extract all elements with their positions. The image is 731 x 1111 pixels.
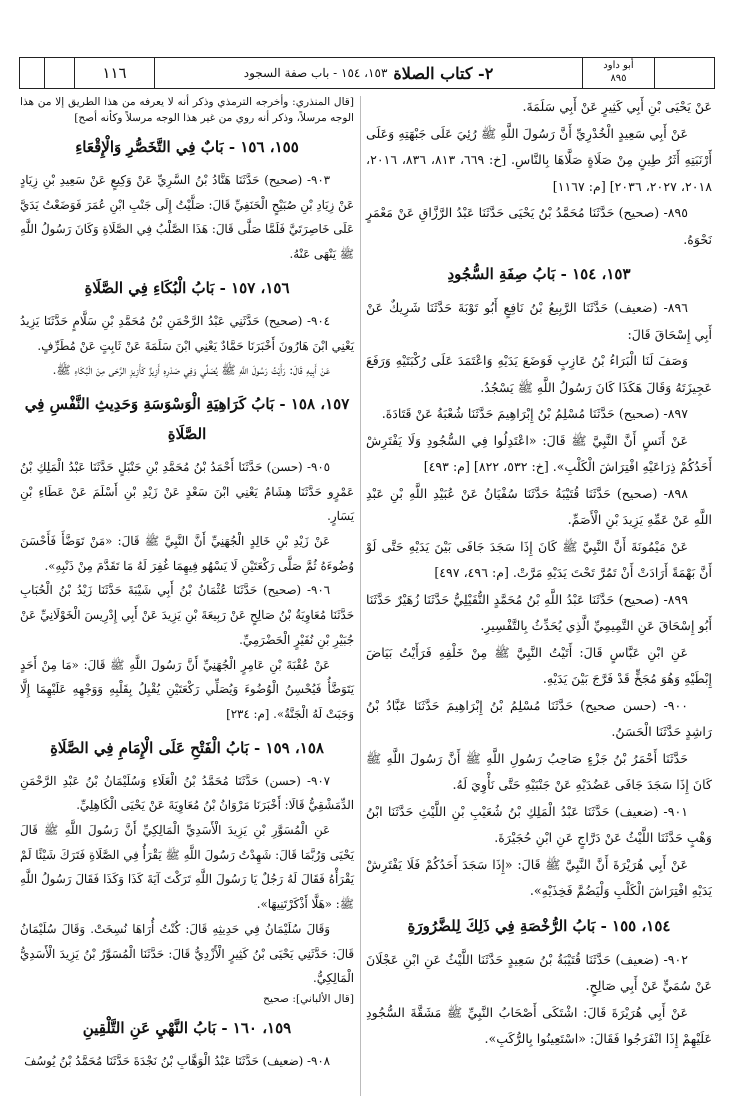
hadith-paragraph: وَصَفَ لَنَا الْبَرَاءُ بْنُ عَازِبٍ فَوَضَعَ يَدَيْهِ وَاعْتَمَدَ عَلَى رُكْبَتَيْهِ وَرَفَعَ عَجِيزَتَهُ وَقَالَ هَكَذَا كَانَ رَسُولُ اللَّهِ ﷺ يَسْجُدُ.: [366, 353, 712, 395]
hadith-paragraph: عَنِ ابْنِ عَبَّاسٍ قَالَ: أَتَيْتُ النَّبِيَّ ﷺ مِنْ خَلْفِهِ فَرَأَيْتُ بَيَاضَ إِبْطَيْهِ وَهُوَ مُجَخٍّ قَدْ فَرَّجَ بَيْنَ يَدَيْهِ.: [366, 644, 712, 686]
hadith-paragraph: عَنْ أَبِي سَعِيدٍ الْخُدْرِيِّ أَنَّ رَسُولَ اللَّهِ ﷺ رُئِيَ عَلَى جَبْهَتِهِ وَعَلَى أَرْنَبَتِهِ أَثَرُ طِينٍ مِنْ صَلَاةٍ صَلَّاهَا بِالنَّاسِ. [خ: ٦٦٩، ٨١٣، ٨٣٦، ٢٠١٦، ٢٠١٨، ٢٠٢٧، ٢٠٣٦] [م: ١١٦٧]: [366, 125, 712, 194]
hadith-paragraph: عَنْ أَبِي هُرَيْرَةَ أَنَّ النَّبِيَّ ﷺ قَالَ: «إِذَا سَجَدَ أَحَدُكُمْ فَلَا يَفْتَرِشْ يَدَيْهِ افْتِرَاشَ الْكَلْبِ وَلْيَضُمَّ فَخِذَيْهِ».: [366, 856, 712, 898]
hadith-paragraph: ٩٠٥- (حسن) حَدَّثَنَا أَحْمَدُ بْنُ مُحَمَّدِ بْنِ حَنْبَلٍ حَدَّثَنَا عَبْدُ الْمَلِكِ بْنُ عَمْرٍو حَدَّثَنَا هِشَامٌ يَعْنِي ابْنَ سَعْدٍ عَنْ زَيْدِ بْنِ أَسْلَمَ عَنْ عَطَاءِ بْنِ يَسَارٍ.: [20, 459, 354, 524]
footnote: [قال الألباني]: صحيح: [263, 992, 354, 1005]
source-page: ٨٩٥: [610, 73, 627, 84]
hadith-paragraph: عَنْ أَبِي هُرَيْرَةَ قَالَ: اشْتَكَى أَصْحَابُ النَّبِيِّ ﷺ مَشَقَّةَ السُّجُودِ عَلَيْهِمْ إِذَا انْفَرَجُوا فَقَالَ: «اسْتَعِينُوا بِالرُّكَبِ».: [366, 1004, 712, 1046]
hadith-paragraph: ٨٩٧- (صحيح) حَدَّثَنَا مُسْلِمُ بْنُ إِبْرَاهِيمَ حَدَّثَنَا شُعْبَةُ عَنْ قَتَادَةَ.: [381, 406, 688, 421]
header-empty-box: [44, 58, 74, 88]
page-header: [19, 57, 715, 89]
hadith-paragraph: ٩٠٢- (ضعيف) حَدَّثَنَا قُتَيْبَةُ بْنُ سَعِيدٍ حَدَّثَنَا اللَّيْثُ عَنِ ابْنِ عَجْلَانَ عَنْ سُمَيٍّ عَنْ أَبِي صَالِحٍ.: [366, 951, 712, 993]
hadith-paragraph: ٨٩٦- (ضعيف) حَدَّثَنَا الرَّبِيعُ بْنُ نَافِعٍ أَبُو تَوْبَةَ حَدَّثَنَا شَرِيكٌ عَنْ أَبِي إِسْحَاقَ قَالَ:: [366, 300, 712, 342]
header-empty-box: [654, 58, 714, 88]
hadith-paragraph: حَدَّثَنَا أَحْمَرُ بْنُ جَزْءٍ صَاحِبُ رَسُولِ اللَّهِ ﷺ أَنَّ رَسُولَ اللَّهِ ﷺ كَانَ إِذَا سَجَدَ جَافَى عَضُدَيْهِ عَنْ جَنْبَيْهِ حَتَّى نَأْوِيَ لَهُ.: [366, 750, 712, 792]
hadith-paragraph: عَنْ مَيْمُونَةَ أَنَّ النَّبِيَّ ﷺ كَانَ إِذَا سَجَدَ جَافَى بَيْنَ يَدَيْهِ حَتَّى لَوْ أَنَّ بَهْمَةً أَرَادَتْ أَنْ تَمُرَّ تَحْتَ يَدَيْهِ مَرَّتْ. [م: ٤٩٦، ٤٩٧]: [366, 538, 712, 580]
hadith-paragraph: عَنْ عُقْبَةَ بْنِ عَامِرٍ الْجُهَنِيِّ أَنَّ رَسُولَ اللَّهِ ﷺ قَالَ: «مَا مِنْ أَحَدٍ يَتَوَضَّأُ فَيُحْسِنُ الْوُضُوءَ وَيُصَلِّي رَكْعَتَيْنِ يُقْبِلُ بِقَلْبِهِ وَوَجْهِهِ عَلَيْهِمَا إِلَّا وَجَبَتْ لَهُ الْجَنَّةُ». [م: ٢٣٤]: [20, 657, 354, 721]
hadith-paragraph: وَقَالَ سُلَيْمَانُ فِي حَدِيثِهِ قَالَ: كُنْتُ أُرَاهَا نُسِخَتْ. وَقَالَ سُلَيْمَانُ قَالَ: حَدَّثَنِي يَحْيَى بْنُ كَثِيرٍ الْأَزْدِيُّ قَالَ: حَدَّثَنَا الْمُسَوَّرُ بْنُ يَزِيدَ الْأَسَدِيُّ الْمَالِكِيُّ.: [20, 921, 354, 986]
chapter-heading: ١٥٦، ١٥٧ - بَابُ الْبُكَاءِ فِي الصَّلَاةِ: [84, 278, 290, 297]
hadith-paragraph: عَنْ أَبِيهِ قَالَ: رَأَيْتُ رَسُولَ اللَّهِ ﷺ يُصَلِّي وَفِي صَدْرِهِ أَزِيزٌ كَأَزِيزِ الرَّحَى مِنَ الْبُكَاءِ ﷺ.: [52, 363, 330, 378]
hadith-paragraph: عَنْ زَيْدِ بْنِ خَالِدٍ الْجُهَنِيِّ أَنَّ النَّبِيَّ ﷺ قَالَ: «مَنْ تَوَضَّأَ فَأَحْسَنَ وُضُوءَهُ ثُمَّ صَلَّى رَكْعَتَيْنِ لَا يَسْهُو فِيهِمَا غُفِرَ لَهُ مَا تَقَدَّمَ مِنْ ذَنْبِهِ».: [20, 534, 354, 573]
hadith-paragraph: ٩٠٤- (صحيح) حَدَّثَنِي عَبْدُ الرَّحْمَنِ بْنُ مُحَمَّدِ بْنِ سَلَّامٍ حَدَّثَنَا يَزِيدُ يَعْنِي ابْنَ هَارُونَ أَخْبَرَنَا حَمَّادٌ يَعْنِي ابْنَ سَلَمَةَ عَنْ ثَابِتٍ عَنْ مُطَرِّفٍ.: [20, 313, 354, 353]
page-number: ١١٦: [74, 58, 154, 88]
chapter-heading: ١٥٥، ١٥٦ - بَابٌ فِي التَّخَصُّرِ وَالْإِقْعَاءِ: [75, 138, 299, 156]
hadith-paragraph: ٩٠٨- (ضعيف) حَدَّثَنَا عَبْدُ الْوَهَّابِ بْنُ نَجْدَةَ حَدَّثَنَا مُحَمَّدُ بْنُ يُوسُفَ: [24, 1053, 330, 1068]
chapter-heading: ١٥٤، ١٥٥ - بَابُ الرُّخْصَةِ فِي ذَلِكَ لِلضَّرُورَةِ: [407, 916, 671, 935]
hadith-paragraph: ٨٩٩- (صحيح) حَدَّثَنَا عَبْدُ اللَّهِ بْنُ مُحَمَّدٍ النُّفَيْلِيُّ حَدَّثَنَا زُهَيْرٌ حَدَّثَنَا أَبُو إِسْحَاقَ عَنِ التَّمِيمِيِّ الَّذِي يُحَدِّثُ بِالتَّفْسِيرِ.: [366, 591, 712, 633]
book-title: ٢- كتاب الصلاة: [393, 63, 494, 83]
chapter-reference: ١٥٣، ١٥٤ - باب صفة السجود: [243, 66, 388, 80]
footnote: [قال المنذري: وأخرجه الترمذي وذكر أنه لا يعرفه من هذا الطريق إلا من هذا الوجه مرسلاً، وذكر أنه روي من غير هذا الوجه مرسلاً وكأنه أصح]: [20, 96, 354, 124]
hadith-paragraph: عَنْ أَنَسٍ أَنَّ النَّبِيَّ ﷺ قَالَ: «اعْتَدِلُوا فِي السُّجُودِ وَلَا يَفْتَرِشْ أَحَدُكُمْ ذِرَاعَيْهِ افْتِرَاشَ الْكَلْبِ». [خ: ٥٣٢، ٨٢٢] [م: ٤٩٣]: [366, 432, 712, 474]
hadith-paragraph: ٩٠٠- (حسن صحيح) حَدَّثَنَا مُسْلِمُ بْنُ إِبْرَاهِيمَ حَدَّثَنَا عَبَّادُ بْنُ رَاشِدٍ حَدَّثَنَا الْحَسَنُ.: [366, 697, 712, 739]
hadith-paragraph: ٩٠٣- (صحيح) حَدَّثَنَا هَنَّادُ بْنُ السَّرِيِّ عَنْ وَكِيعٍ عَنْ سَعِيدِ بْنِ زِيَادٍ عَنْ زِيَادِ بْنِ صُبَيْحٍ الْحَنَفِيِّ قَالَ: صَلَّيْتُ إِلَى جَنْبِ ابْنِ عُمَرَ فَوَضَعْتُ يَدَيَّ عَلَى خَاصِرَتَيَّ فَلَمَّا صَلَّى قَالَ: هَذَا الصَّلْبُ فِي الصَّلَاةِ وَكَانَ رَسُولُ اللَّهِ ﷺ يَنْهَى عَنْهُ.: [20, 173, 354, 262]
column-divider: [360, 96, 361, 1096]
left-column: [20, 94, 354, 1074]
chapter-heading: ١٥٣، ١٥٤ - بَابُ صِفَةِ السُّجُودِ: [447, 265, 631, 283]
chapter-heading: ١٥٧، ١٥٨ - بَابُ كَرَاهِيَةِ الْوَسْوَسَةِ وَحَدِيثِ النَّفْسِ فِي الصَّلَاةِ: [24, 394, 350, 443]
hadith-paragraph: ٨٩٥- (صحيح) حَدَّثَنَا مُحَمَّدُ بْنُ يَحْيَى حَدَّثَنَا عَبْدُ الرَّزَّاقِ عَنْ مَعْمَرٍ نَحْوَهُ.: [366, 205, 712, 247]
chapter-heading: ١٥٩، ١٦٠ - بَابُ النَّهْيِ عَنِ التَّلْقِينِ: [82, 1018, 292, 1037]
chapter-heading: ١٥٨، ١٥٩ - بَابُ الْفَتْحِ عَلَى الْإِمَامِ فِي الصَّلَاةِ: [50, 738, 324, 757]
hadith-paragraph: عَنْ يَحْيَى بْنِ أَبِي كَثِيرٍ عَنْ أَبِي سَلَمَةَ.: [522, 99, 712, 114]
running-title: [154, 58, 582, 88]
hadith-paragraph: ٩٠١- (ضعيف) حَدَّثَنَا عَبْدُ الْمَلِكِ بْنُ شُعَيْبِ بْنِ اللَّيْثِ حَدَّثَنَا ابْنُ وَهْبٍ حَدَّثَنَا اللَّيْثُ عَنْ دَرَّاجٍ عَنِ ابْنِ حُجَيْرَةَ.: [366, 803, 712, 845]
hadith-paragraph: عَنِ الْمُسَوَّرِ بْنِ يَزِيدَ الْأَسَدِيِّ الْمَالِكِيِّ أَنَّ رَسُولَ اللَّهِ ﷺ قَالَ يَحْيَى وَرُبَّمَا قَالَ: شَهِدْتُ رَسُولَ اللَّهِ ﷺ يَقْرَأُ فِي الصَّلَاةِ فَتَرَكَ شَيْئًا لَمْ يَقْرَأْهُ فَقَالَ لَهُ رَجُلٌ يَا رَسُولَ اللَّهِ تَرَكْتَ آيَةَ كَذَا وَكَذَا فَقَالَ رَسُولُ اللَّهِ ﷺ: «هَلَّا أَذْكَرْتَنِيهَا».: [20, 823, 354, 912]
source-label: أبو داود: [603, 60, 634, 71]
hadith-paragraph: ٨٩٨- (صحيح) حَدَّثَنَا قُتَيْبَةُ حَدَّثَنَا سُفْيَانُ عَنْ عُبَيْدِ اللَّهِ بْنِ عَبْدِ اللَّهِ عَنْ عَمِّهِ يَزِيدَ بْنِ الْأَصَمِّ.: [366, 485, 712, 527]
right-column: [366, 94, 712, 1053]
hadith-paragraph: ٩٠٧- (حسن) حَدَّثَنَا مُحَمَّدُ بْنُ الْعَلَاءِ وَسُلَيْمَانُ بْنُ عَبْدِ الرَّحْمَنِ الدِّمَشْقِيُّ قَالَا: أَخْبَرَنَا مَرْوَانُ بْنُ مُعَاوِيَةَ عَنْ يَحْيَى الْكَاهِلِيِّ.: [20, 773, 354, 813]
source-reference: [582, 58, 654, 88]
hadith-paragraph: ٩٠٦- (صحيح) حَدَّثَنَا عُثْمَانُ بْنُ أَبِي شَيْبَةَ حَدَّثَنَا زَيْدُ بْنُ الْحُبَابِ حَدَّثَنَا مُعَاوِيَةُ بْنُ صَالِحٍ عَنْ رَبِيعَةَ بْنِ يَزِيدَ عَنْ أَبِي إِدْرِيسَ الْخَوْلَانِيِّ عَنْ جُبَيْرِ بْنِ نُفَيْرٍ الْحَضْرَمِيِّ.: [20, 583, 354, 647]
header-empty-box: [20, 58, 44, 88]
